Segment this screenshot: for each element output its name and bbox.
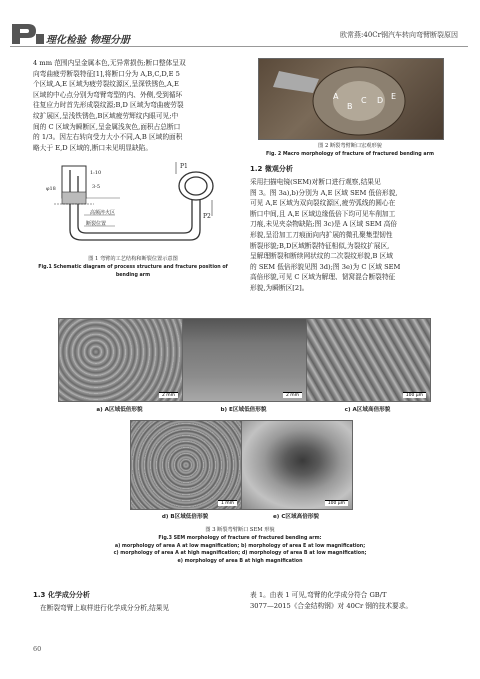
text-line: 3077—2015《合金结构钢》对 40Cr 钢的技术要求。 — [250, 601, 413, 610]
fig2-letter-c: C — [361, 96, 367, 105]
fig1-caption-cn: 图 1 弯臂的工艺结构和断裂位置示意图 — [88, 256, 178, 262]
text-line: 断裂形貌;B,D区域断裂特征相似,为裂纹扩展区, — [250, 241, 390, 250]
left-top-paragraph — [33, 58, 233, 153]
header-rule — [10, 46, 468, 47]
text-line: 采用扫描电镜(SEM)对断口进行观察,结果见 — [250, 178, 381, 186]
fig2-letter-e: E — [391, 92, 397, 101]
section-1-2-heading: 1.2 微观分析 — [250, 165, 293, 173]
fig1-schematic — [40, 160, 220, 248]
fig1-dim: 3-5 — [92, 184, 101, 190]
text-line: 的 1/3。因左右转向受力大小不同,A,B 区域的面积 — [33, 133, 183, 142]
fig2-photo — [258, 58, 444, 140]
fig1-caption-en: Fig.1 Schematic diagram of process structure and fracture position of bending arm — [38, 265, 228, 278]
text-line: 纹扩展区,呈浅铁锈色,B区域疲劳辉纹内眼可见;中 — [33, 111, 179, 120]
fig3b-photo — [182, 318, 307, 402]
text-line: 间的 C 区域为瞬断区,呈金属浅灰色,面积占总断口 — [33, 122, 181, 131]
journal-subtitle: 物理分册 — [90, 35, 130, 46]
fig2-caption-cn: 图 2 断裂弯臂断口宏观形貌 — [318, 143, 382, 149]
fig3c-photo — [306, 318, 431, 402]
fig3e-photo — [241, 420, 353, 510]
text-line: 呈解理断裂和断续网状纹的二次裂纹形貌,B 区域 — [250, 252, 393, 261]
fig2-letter-a: A — [333, 92, 339, 101]
fig2-letter-d: D — [377, 96, 384, 105]
fig3d-label: d) B区域低倍形貌 — [161, 514, 209, 520]
fig3a-label: a) A区域低倍形貌 — [96, 407, 143, 413]
text-line: 表 1。由表 1 可见,弯臂的化学成分符合 GB/T — [250, 591, 387, 599]
section-1-3-body: 在断裂弯臂上取样进行化学成分分析,结果见 — [40, 604, 170, 612]
text-line: 高倍形貌,可见 C 区域为解理、韧窝混合断裂特征 — [250, 273, 396, 282]
caption-line: a) morphology of area A at low magnification; b) morphology of area E at low magnification; — [114, 543, 366, 549]
fig1-p2: P2 — [203, 213, 211, 220]
running-title: 欧常燕:40Cr钢汽车转向弯臂断裂原因 — [340, 31, 458, 39]
caption-line: Fig.3 SEM morphology of fracture of fractured bending arm: — [158, 536, 322, 541]
text-line: 区域的中心点分别为弯臂弯型的内、外侧,受到循环 — [33, 90, 183, 99]
text-line: 往复应力时首先形成裂纹源;B,D 区域为弯曲疲劳裂 — [33, 101, 184, 110]
fig3d-scale: 1 mm — [218, 500, 237, 506]
fig3c-scale: 100 μm — [403, 392, 426, 398]
page-number: 60 — [33, 645, 42, 653]
text-line: 个区域,A,E 区域为疲劳裂纹源区,呈深铁锈色,A,E — [33, 80, 179, 89]
right-bottom-paragraph — [250, 590, 450, 611]
text-line: 可见 A,E 区域为双向裂纹源区,疲劳弧线的圆心在 — [250, 199, 396, 208]
journal-name: 理化检验 — [46, 35, 86, 46]
fig2-caption-en: Fig. 2 Macro morphology of fracture of fractured bending arm — [266, 152, 434, 157]
fig1-zone-label: 高频淬火区 — [90, 210, 116, 216]
fig3d-photo — [130, 420, 242, 510]
text-line: 断口中间,且 A,E 区域边缘低倍下均可见车削加工 — [250, 209, 396, 218]
fig3e-scale: 100 μm — [325, 500, 348, 506]
section-1-3-heading: 1.3 化学成分分析 — [33, 591, 90, 599]
fig2-fracture — [259, 59, 443, 139]
fig3-caption-en — [45, 535, 435, 565]
fig3a-photo — [58, 318, 183, 402]
fig3-caption-cn: 图 3 断裂弯臂断口 SEM 形貌 — [205, 527, 275, 533]
fig1-ratio: 1:10 — [90, 170, 102, 176]
text-line: 的 SEM 低倍形貌见图 3d);图 3e)为 C 区域 SEM — [250, 262, 401, 271]
text-line: 形貌,呈沿加工刀痕面向内扩展的微孔聚集型韧性 — [250, 230, 393, 239]
text-line: 形貌,为瞬断区[2]。 — [250, 283, 309, 292]
fig1-phi: φ18 — [46, 186, 56, 192]
fig3a-scale: 2 mm — [159, 392, 178, 398]
fig1-p1: P1 — [180, 163, 188, 170]
fig3b-scale: 2 mm — [283, 392, 302, 398]
text-line: 略大于 E,D 区域的,断口未见明显缺陷。 — [33, 143, 153, 152]
caption-line: c) morphology of area A at high magnification; d) morphology of area B at low magnification; — [113, 551, 367, 556]
fig2-letter-b: B — [347, 102, 353, 111]
section-1-2-body — [250, 177, 450, 294]
fig1-break-label: 断裂位置 — [86, 221, 107, 227]
caption-line: e) morphology of area B at high magnification — [177, 558, 303, 564]
journal-logo — [10, 20, 250, 46]
fig3e-label: e) C区域高倍形貌 — [273, 514, 319, 520]
text-line: 4 mm 范围内呈金属本色,无异常损伤;断口整体呈双 — [33, 59, 186, 67]
fig3b-label: b) E区域低倍形貌 — [220, 407, 267, 413]
text-line: 刀痕,未见夹杂物缺陷;图 3c)是 A 区域 SEM 高倍 — [250, 220, 398, 229]
fig3c-label: c) A区域高倍形貌 — [344, 407, 391, 413]
text-line: 图 3。图 3a),b)分别为 A,E 区域 SEM 低倍形貌, — [250, 188, 398, 197]
text-line: 向弯曲疲劳断裂特征[1],将断口分为 A,B,C,D,E 5 — [33, 69, 180, 78]
